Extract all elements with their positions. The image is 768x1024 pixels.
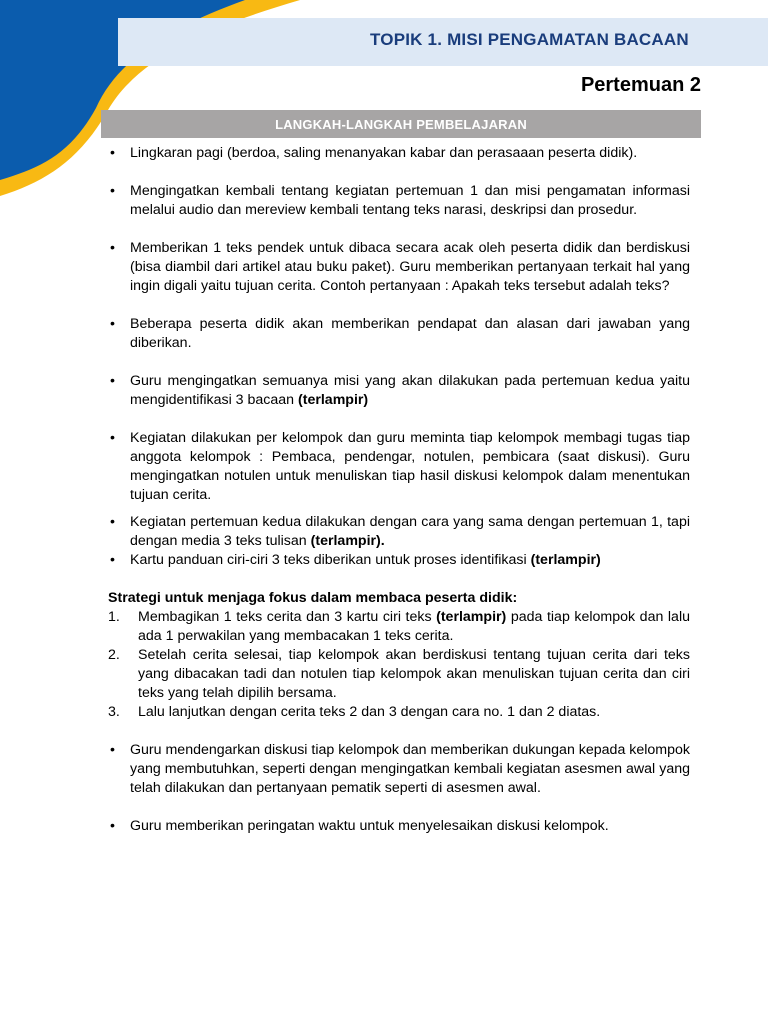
- bullet-icon: •: [110, 373, 115, 389]
- step-item: [108, 239, 690, 296]
- strategy-item: [108, 608, 690, 646]
- step-item: [108, 182, 690, 220]
- strategy-title: Strategi untuk menjaga fokus dalam membaca peserta didik:: [108, 590, 518, 606]
- meeting-title: Pertemuan 2: [580, 74, 701, 96]
- step-item: [108, 429, 690, 505]
- step-item: [108, 551, 690, 570]
- step-bold-text: (terlampir).: [310, 533, 385, 549]
- step-text: Kegiatan pertemuan kedua dilakukan dengan cara yang sama dengan pertemuan 1, tapi dengan media 3 teks tulisan: [130, 514, 690, 549]
- step-text: Guru mengingatkan semuanya misi yang akan dilakukan pada pertemuan kedua yaitu mengidentifikasi 3 bacaan: [130, 373, 690, 408]
- bullet-icon: •: [110, 183, 115, 199]
- bullet-icon: •: [110, 818, 115, 834]
- bullet-icon: •: [110, 240, 115, 256]
- step-text: Beberapa peserta didik akan memberikan pendapat dan alasan dari jawaban yang diberikan.: [130, 316, 690, 351]
- item-bold-text: (terlampir): [436, 609, 507, 625]
- step-text: Lingkaran pagi (berdoa, saling menanyakan kabar dan perasaaan peserta didik).: [130, 145, 638, 161]
- bullet-icon: •: [110, 316, 115, 332]
- bullet-icon: •: [110, 742, 115, 758]
- bullet-icon: •: [110, 514, 115, 530]
- item-number: 3.: [108, 704, 120, 720]
- step-item: [108, 372, 690, 410]
- step-text: Mengingatkan kembali tentang kegiatan pertemuan 1 dan misi pengamatan informasi melalui audio dan mereview kembali tentang teks narasi, deskripsi dan prosedur.: [130, 183, 690, 218]
- bullet-icon: •: [110, 430, 115, 446]
- strategy-item: [108, 703, 690, 722]
- step-bold-text: (terlampir): [298, 392, 369, 408]
- bullet-icon: •: [110, 145, 115, 161]
- item-number: 1.: [108, 609, 120, 625]
- item-text-after: pada tiap kelompok dan lalu ada 1 perwakilan yang membacakan 1 teks cerita.: [138, 609, 690, 644]
- strategy-item: [108, 646, 690, 703]
- closing-text: Guru mendengarkan diskusi tiap kelompok dan memberikan dukungan kepada kelompok yang membutuhkan, seperti dengan mengingatkan kembali kegiatan asesmen awal yang telah dilakukan dan pertanyaan pematik seperti di asesmen awal.: [130, 742, 690, 796]
- bullet-icon: •: [110, 552, 115, 568]
- step-item: [108, 315, 690, 353]
- lesson-content: [108, 144, 690, 836]
- closing-text: Guru memberikan peringatan waktu untuk menyelesaikan diskusi kelompok.: [130, 818, 609, 834]
- section-header: LANGKAH-LANGKAH PEMBELAJARAN: [101, 110, 701, 138]
- step-item: [108, 144, 690, 163]
- step-bold-text: (terlampir): [530, 552, 601, 568]
- item-number: 2.: [108, 647, 120, 663]
- closing-item: [108, 741, 690, 798]
- step-item: [108, 513, 690, 551]
- item-text: Lalu lanjutkan dengan cerita teks 2 dan 3 dengan cara no. 1 dan 2 diatas.: [138, 704, 601, 720]
- topic-title: TOPIK 1. MISI PENGAMATAN BACAAN: [370, 30, 689, 49]
- step-text: Kegiatan dilakukan per kelompok dan guru meminta tiap kelompok membagi tugas tiap anggota kelompok : Pembaca, pendengar, notulen, pembicara (saat diskusi). Guru mengingatkan notulen untuk menuliskan tiap hasil diskusi kelompok dalam menentukan tujuan cerita.: [130, 430, 690, 503]
- step-text: Kartu panduan ciri-ciri 3 teks diberikan untuk proses identifikasi: [130, 552, 531, 568]
- closing-item: [108, 817, 690, 836]
- item-text: Setelah cerita selesai, tiap kelompok akan berdiskusi tentang tujuan cerita dari teks yang dibacakan tadi dan notulen tiap kelompok akan menuliskan tujuan cerita dan ciri teks yang telah dipilih bersama.: [138, 647, 690, 701]
- step-text: Memberikan 1 teks pendek untuk dibaca secara acak oleh peserta didik dan berdiskusi (bisa diambil dari artikel atau buku paket). Guru memberikan pertanyaan terkait hal yang ingin digali yaitu tujuan cerita. Contoh pertanyaan : Apakah teks tersebut adalah teks?: [130, 240, 690, 294]
- item-text: Membagikan 1 teks cerita dan 3 kartu ciri teks: [138, 609, 437, 625]
